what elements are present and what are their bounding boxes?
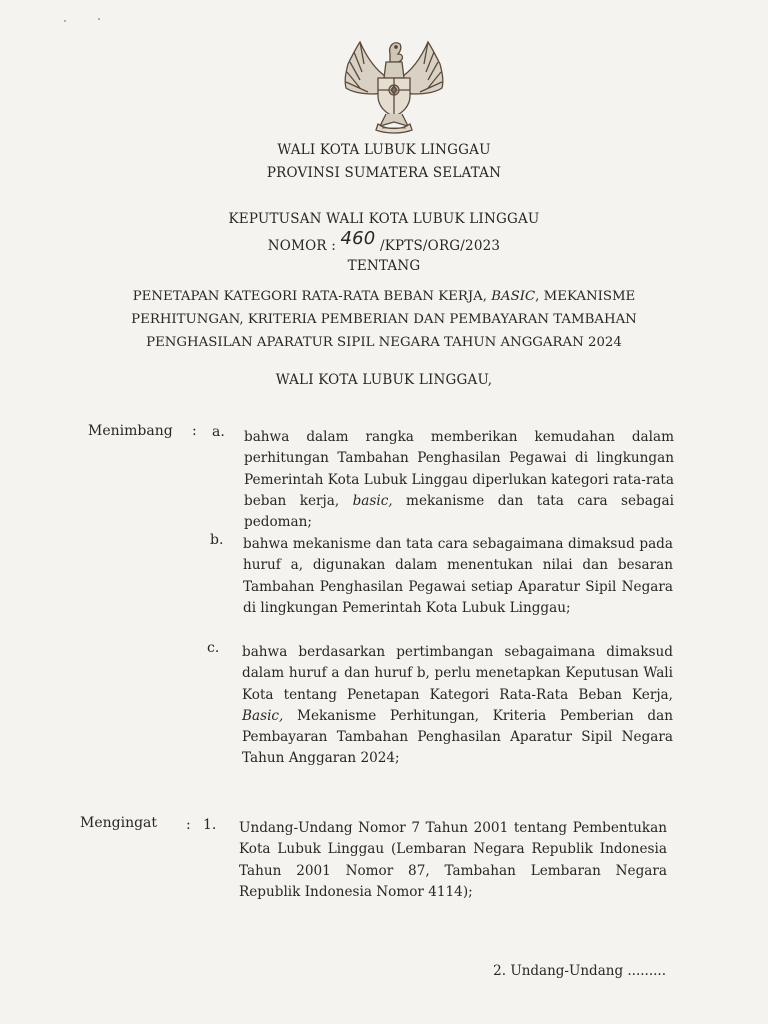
subject-line-1-end: , MEKANISME — [535, 289, 636, 304]
tentang-heading: TENTANG — [347, 258, 421, 274]
menimbang-c-text — [242, 642, 673, 770]
decree-number — [0, 228, 768, 255]
nomor-number-handwritten: 460 — [340, 228, 376, 249]
menimbang-a-marker: a. — [212, 424, 225, 440]
page-continuation: 2. Undang-Undang ......... — [493, 963, 666, 979]
scan-speck — [98, 18, 100, 20]
subject-line-1 — [0, 285, 768, 308]
mengingat-colon: : — [186, 817, 191, 833]
subject-line-3: PENGHASILAN APARATUR SIPIL NEGARA TAHUN ANGGARAN 2024 — [146, 335, 622, 350]
subject-line-2: PERHITUNGAN, KRITERIA PEMBERIAN DAN PEMBAYARAN TAMBAHAN — [131, 312, 637, 327]
decree-title: KEPUTUSAN WALI KOTA LUBUK LINGGAU — [228, 211, 540, 227]
garuda-emblem-icon — [338, 34, 450, 136]
subject-basic-italic: BASIC — [491, 289, 536, 304]
issuer-line: WALI KOTA LUBUK LINGGAU, — [275, 372, 493, 388]
mengingat-1-text: Undang-Undang Nomor 7 Tahun 2001 tentang Pembentukan Kota Lubuk Linggau (Lembaran Negara Republik Indonesia Tahun 2001 Nomor 87, Tambahan Lembaran Negara Republik Indonesia Nomor 4114); — [239, 820, 667, 900]
menimbang-a-part1: bahwa dalam rangka memberikan kemudahan dalam perhitungan Tambahan Penghasilan Pegawai di lingkungan Pemerintah Kota Lubuk Linggau diperlukan kategori rata-rata beban kerja, — [244, 429, 674, 509]
menimbang-c-part2: Mekanisme Perhitungan, Kriteria Pemberian dan Pembayaran Tambahan Penghasilan Aparatur Sipil Negara Tahun Anggaran 2024; — [242, 707, 673, 767]
menimbang-a-part2: mekanisme dan tata cara sebagai pedoman; — [244, 492, 674, 531]
mengingat-label: Mengingat — [80, 815, 158, 831]
menimbang-b-marker: b. — [210, 532, 224, 548]
menimbang-label: Menimbang — [88, 423, 173, 439]
menimbang-colon: : — [192, 423, 197, 439]
scan-speck — [64, 20, 66, 22]
nomor-label: NOMOR : — [267, 238, 336, 254]
menimbang-c-part1: bahwa berdasarkan pertimbangan sebagaimana dimaksud dalam huruf a dan huruf b, perlu menetapkan Keputusan Wali Kota tentang Penetapan Kategori Rata-Rata Beban Kerja, — [242, 644, 673, 703]
header-line-1: WALI KOTA LUBUK LINGGAU — [277, 142, 491, 158]
subject-line-1-text: PENETAPAN KATEGORI RATA-RATA BEBAN KERJA, — [132, 289, 492, 304]
menimbang-a-italic: basic, — [352, 492, 393, 509]
menimbang-b-text: bahwa mekanisme dan tata cara sebagaimana dimaksud pada huruf a, digunakan dalam menentukan nilai dan besaran Tambahan Penghasilan Pegawai setiap Aparatur Sipil Negara di lingkungan Pemerintah Kota Lubuk Linggau; — [243, 536, 673, 616]
header-line-2: PROVINSI SUMATERA SELATAN — [266, 165, 502, 181]
mengingat-1-marker: 1. — [203, 817, 217, 833]
menimbang-a-text — [244, 427, 674, 533]
nomor-suffix: /KPTS/ORG/2023 — [379, 238, 501, 254]
menimbang-c-italic: Basic, — [242, 707, 284, 724]
menimbang-c-marker: c. — [207, 640, 220, 656]
decree-subject — [0, 285, 768, 354]
